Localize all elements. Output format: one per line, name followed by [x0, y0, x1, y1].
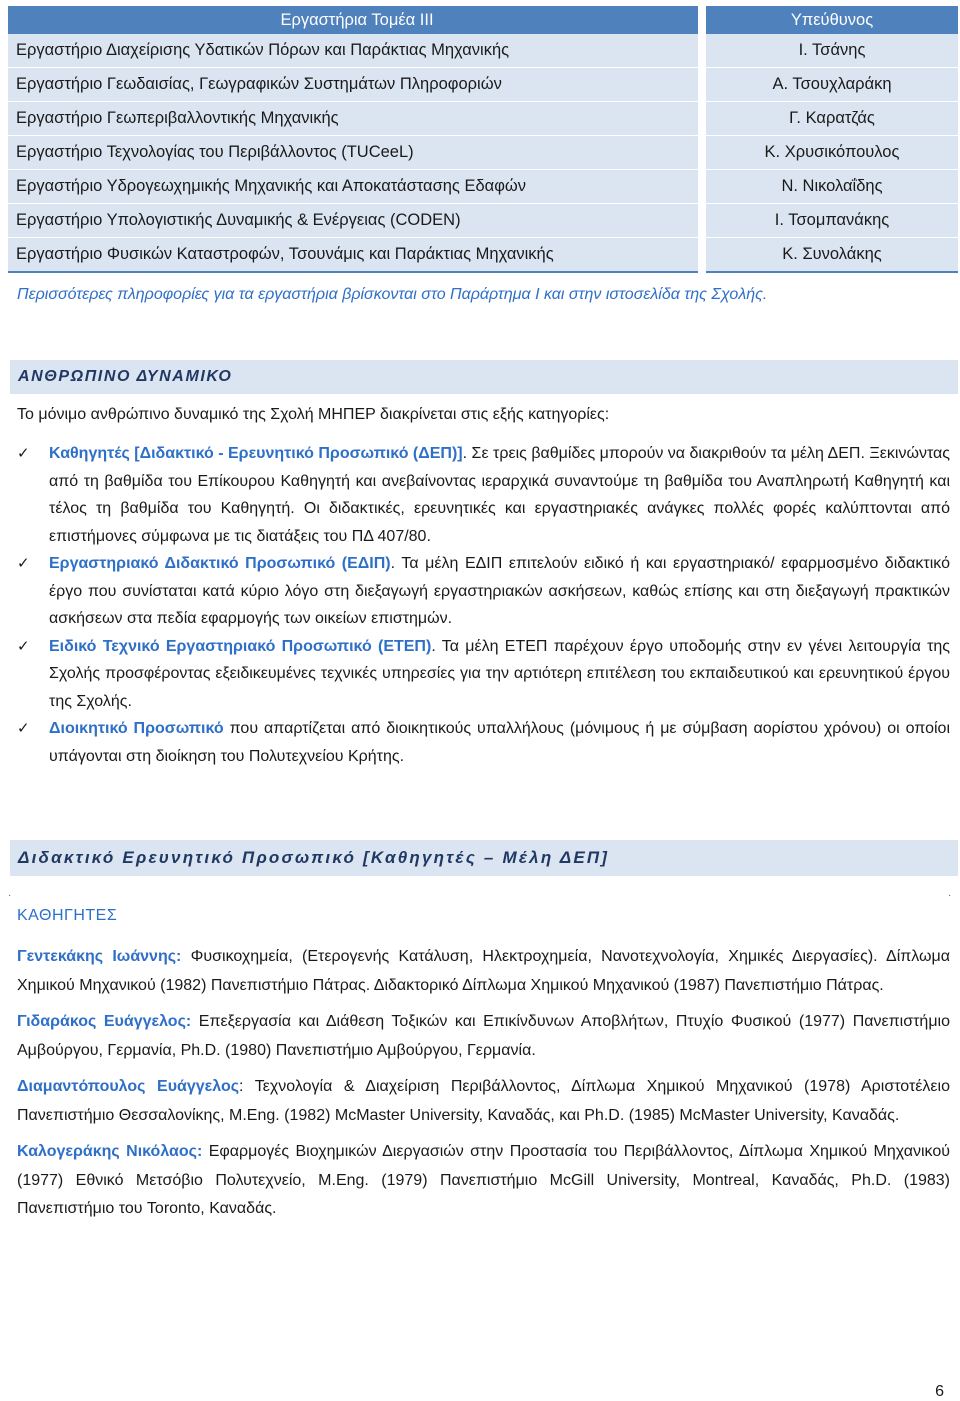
professors-list — [17, 943, 950, 1232]
checkmark-icon: ✓ — [17, 555, 30, 572]
lab-responsible: Ι. Τσάνης — [706, 34, 958, 68]
professors-subheading: ΚΑΘΗΓΗΤΕΣ — [17, 907, 118, 924]
lab-responsible: Κ. Χρυσικόπουλος — [706, 136, 958, 170]
professor-details: Φυσικοχημεία, (Ετερογενής Κατάλυση, Ηλεκτροχημεία, Νανοτεχνολογία, Χημικές Διεργασίες). Δίπλωμα Χημικού Μηχανικού (1982) Πανεπιστήμιο Πάτρας. Διδακτορικό Δίπλωμα Χημικού Μηχανικού (1987) Πανεπιστήμιο Πάτρας. — [17, 948, 951, 994]
category-description: που απαρτίζεται από διοικητικούς υπαλλήλους (μόνιμους ή με σύμβαση αορίστου χρόνου) οι οποίοι υπάγονται στη διοίκηση του Πολυτεχνείου Κρήτης. — [49, 720, 951, 765]
category-description: . Τα μέλη ΕΔΙΠ επιτελούν ειδικό ή και εργαστηριακό/ εφαρμοσμένο διδακτικό έργο που συνίσταται κατά κύριο λόγο στη διεξαγωγή εργαστηριακών ασκήσεων, καθώς επίσης και στη διεξαγωγή πρακτικών ασκήσεων στα πεδία εφαρμογής των οικείων επιστημών. — [49, 555, 950, 627]
lab-name: Εργαστήριο Φυσικών Καταστροφών, Τσουνάμις και Παράκτιας Μηχανικής — [8, 238, 698, 273]
professor-name: Καλογεράκης Νικόλαος: — [17, 1143, 203, 1160]
checkmark-icon: ✓ — [17, 720, 30, 737]
lab-name: Εργαστήριο Υδρογεωχημικής Μηχανικής και Αποκατάστασης Εδαφών — [8, 170, 698, 204]
lab-name: Εργαστήριο Τεχνολογίας του Περιβάλλοντος (TUCeeL) — [8, 136, 698, 170]
table-row — [8, 102, 958, 136]
lab-name: Εργαστήριο Γεωδαισίας, Γεωγραφικών Συστημάτων Πληροφοριών — [8, 68, 698, 102]
table-row — [8, 136, 958, 170]
lab-responsible: Α. Τσουχλαράκη — [706, 68, 958, 102]
list-item — [17, 550, 950, 633]
professor-details: Εφαρμογές Βιοχημικών Διεργασιών στην Προστασία του Περιβάλλοντος, Δίπλωμα Χημικού Μηχανικού (1977) Εθνικό Μετσόβιο Πολυτεχνείο, M.Eng. (1979) Πανεπιστήμιο McGill University, Montreal, Καναδάς, Ph.D. (1983) Πανεπιστήμιο του Toronto, Καναδάς. — [17, 1143, 950, 1217]
labs-note: Περισσότερες πληροφορίες για τα εργαστήρια βρίσκονται στο Παράρτημα Ι και στην ιστοσελίδα της Σχολής. — [17, 286, 768, 303]
lab-name: Εργαστήριο Γεωπεριβαλλοντικής Μηχανικής — [8, 102, 698, 136]
checkmark-icon: ✓ — [17, 445, 30, 462]
divider-dot: · — [8, 890, 12, 901]
professor-details: Επεξεργασία και Διάθεση Τοξικών και Επικίνδυνων Αποβλήτων, Πτυχίο Φυσικού (1977) Πανεπιστήμιο Αμβούργου, Γερμανία, Ph.D. (1980) Πανεπιστήμιο Αμβούργου, Γερμανία. — [17, 1013, 950, 1059]
professor-entry — [17, 1008, 950, 1065]
labs-table — [8, 6, 958, 273]
list-item — [17, 633, 950, 716]
lab-column-header: Εργαστήρια Τομέα ΙΙΙ — [8, 6, 698, 34]
category-title: Εργαστηριακό Διδακτικό Προσωπικό (ΕΔΙΠ) — [49, 555, 391, 572]
lab-responsible: Γ. Καρατζάς — [706, 102, 958, 136]
lab-name: Εργαστήριο Διαχείρισης Υδατικών Πόρων και Παράκτιας Μηχανικής — [8, 34, 698, 68]
table-row — [8, 170, 958, 204]
human-resources-intro: Το μόνιμο ανθρώπινο δυναμικό της Σχολή ΜΗΠΕΡ διακρίνεται στις εξής κατηγορίες: — [17, 406, 610, 423]
category-title: Καθηγητές [Διδακτικό - Ερευνητικό Προσωπικό (ΔΕΠ)] — [49, 445, 463, 462]
staff-category-list — [17, 440, 950, 770]
category-description: . Σε τρεις βαθμίδες μπορούν να διακριθούν τα μέλη ΔΕΠ. Ξεκινώντας από τη βαθμίδα του Επίκουρου Καθηγητή και ανεβαίνοντας ιεραρχικά συναντούμε τη βαθμίδα του Αναπληρωτή Καθηγητή και τέλος τη βαθμίδα του Καθηγητή. Οι διδακτικές, ερευνητικές και εργαστηριακές ανάγκες πολλές φορές καλύπτονται από επιστήμονες σύμφωνα με τις διατάξεις του ΠΔ 407/80. — [49, 445, 950, 545]
professor-entry — [17, 1138, 950, 1224]
category-description: . Τα μέλη ΕΤΕΠ παρέχουν έργο υποδομής στην εν γένει λειτουργία της Σχολής προσφέροντας εξειδικευμένες τεχνικές υπηρεσίες για την αρτιότερη επιτέλεση του εκπαιδευτικού και ερευνητικού έργου της Σχολής. — [49, 637, 951, 710]
professor-entry — [17, 943, 950, 1000]
professor-name: Γεντεκάκης Ιωάννης: — [17, 948, 182, 965]
professor-name: Διαμαντόπουλος Ευάγγελος — [17, 1078, 240, 1095]
page-number: 6 — [935, 1383, 944, 1400]
table-row — [8, 68, 958, 102]
list-item — [17, 440, 950, 550]
lab-responsible: Κ. Συνολάκης — [706, 238, 958, 273]
professor-entry — [17, 1073, 950, 1130]
professor-details: : Τεχνολογία & Διαχείριση Περιβάλλοντος, Δίπλωμα Χημικού Μηχανικού (1978) Αριστοτέλειο Πανεπιστήμιο Θεσσαλονίκης, M.Eng. (1982) McMaster University, Καναδάς, και Ph.D. (1985) McMaster University, Καναδάς. — [17, 1078, 950, 1124]
table-row — [8, 238, 958, 273]
category-title: Διοικητικό Προσωπικό — [49, 720, 224, 737]
section-title-human-resources: ΑΝΘΡΩΠΙΝΟ ΔΥΝΑΜΙΚΟ — [10, 360, 958, 394]
lab-name: Εργαστήριο Υπολογιστικής Δυναμικής & Ενέργειας (CODEN) — [8, 204, 698, 238]
table-row — [8, 204, 958, 238]
professor-name: Γιδαράκος Ευάγγελος: — [17, 1013, 192, 1030]
list-item — [17, 715, 950, 770]
checkmark-icon: ✓ — [17, 637, 30, 655]
table-row — [8, 34, 958, 68]
lab-responsible: Ι. Τσομπανάκης — [706, 204, 958, 238]
category-title: Ειδικό Τεχνικό Εργαστηριακό Προσωπικό (ΕΤΕΠ) — [49, 637, 432, 655]
lab-responsible: Ν. Νικολαΐδης — [706, 170, 958, 204]
responsible-column-header: Υπεύθυνος — [706, 6, 958, 34]
labs-table-header — [8, 6, 958, 34]
section-title-teaching-staff: Διδακτικό Ερευνητικό Προσωπικό [Καθηγητές – Μέλη ΔΕΠ] — [10, 840, 958, 876]
divider-dot: · — [948, 890, 952, 901]
